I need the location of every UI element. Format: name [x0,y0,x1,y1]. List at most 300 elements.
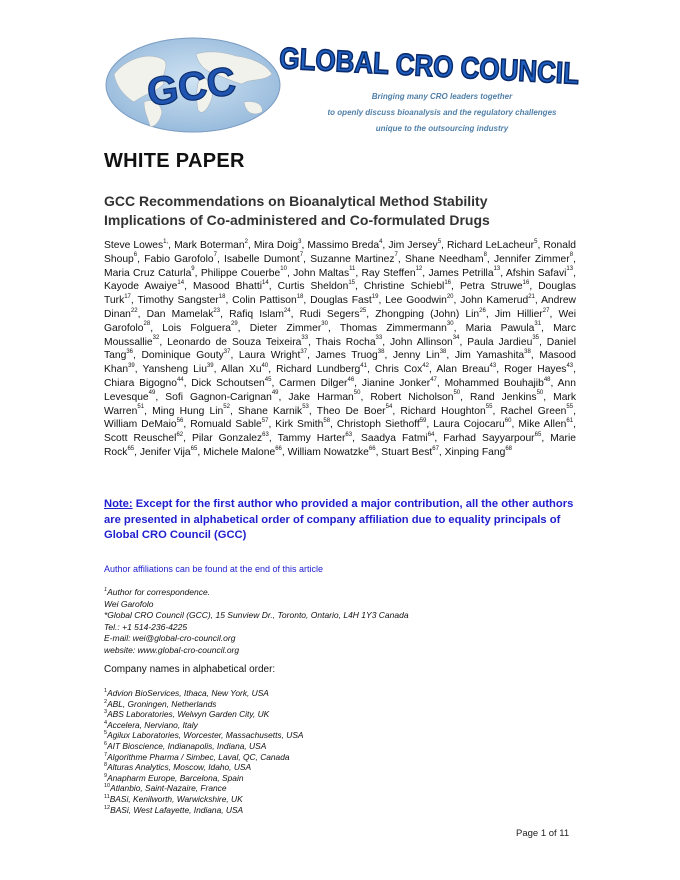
author-entry [467,337,539,348]
company-number: 3 [104,709,108,716]
company-number: 11 [104,794,110,801]
author-affiliation-number: 43 [566,362,574,369]
author-affiliation-number: 37 [300,348,308,355]
company-number: 10 [104,783,111,790]
author-affiliation-number: 66 [368,445,376,452]
author-name: Ronald Shoup [104,240,577,265]
company-number: 1 [104,688,108,695]
author-entry [390,337,459,348]
author-name: Jennifer Zimmer [493,253,570,265]
author-affiliation-number: 63 [262,431,269,438]
author-name: Marc Moussallie [104,322,576,348]
author-affiliation-number: 39 [128,362,135,369]
correspondence-label: Author for correspondence. [107,587,211,597]
author-name: Sofi Gagnon-Carignan [165,391,272,403]
author-affiliation-number: 16 [444,279,452,286]
author-name: Mira Doig [253,240,299,251]
author-affiliation-number: 2 [244,238,248,245]
paper-title-line: Implications of Co-administered and Co-formulated Drugs [104,212,490,228]
author-entry [504,364,573,375]
author-name: Thais Rocha [315,336,376,348]
author-entry [393,350,447,361]
author-entry [460,281,529,292]
author-affiliation-number: 45 [264,376,272,383]
author-affiliation-number: 12 [415,266,423,273]
author-affiliation-number: 49 [271,390,279,397]
author-affiliation-number: 55 [485,404,493,411]
author-affiliation-number: 7 [394,252,398,259]
author-affiliation-number: 28 [143,321,151,328]
author-name: Dick Schoutsen [191,377,265,389]
author-affiliation-number: 19 [371,293,379,300]
author-entry [340,323,454,334]
author-name: Wei Garofolo [104,308,577,334]
paper-title-line: GCC Recommendations on Bioanalytical Method Stability [104,193,488,209]
author-name: Philippe Couerbe [200,267,281,279]
author-affiliation-number: 65 [190,445,198,452]
author-entry [455,350,531,361]
author-entry [375,309,486,320]
author-affiliation-number: 54 [385,404,393,411]
note-label: Note: [104,498,133,510]
author-name: Steve Lowes [104,240,164,251]
author-affiliation-number: 6 [133,252,138,259]
author-entry [501,406,574,417]
author-name: Romuald Sable [190,419,262,431]
author-affiliation-number: 7 [213,252,217,259]
author-entry [221,364,268,375]
author-name: Douglas Fast [310,295,372,307]
correspondence-tel: Tel.: +1 514-236-4225 [104,621,188,632]
author-entry [288,392,360,403]
correspondence-email[interactable]: E-mail: wei@global-cro-council.org [104,633,236,644]
author-affiliation-number: 44 [176,376,184,383]
company-text: Alturas Analytics, Moscow, Idaho, USA [107,762,252,773]
author-name: Michele Malone [203,446,276,458]
author-name: Rachel Green [500,405,567,417]
author-name: Alan Breau [436,364,490,376]
author-affiliation-number: 63 [345,431,353,438]
author-entry [167,337,308,348]
author-affiliation-number: 47 [430,376,437,383]
author-name: Afshin Safavi [505,267,567,279]
author-entry [361,433,434,444]
author-affiliation-number: 17 [124,293,131,300]
page-number: Page 1 of 11 [516,828,570,839]
author-entry [443,433,541,444]
author-name: Mohammed Bouhajib [444,377,544,389]
author-affiliation-number: 38 [524,348,531,355]
company-item [104,805,304,816]
author-name: Jenifer Vija [139,446,191,458]
author-entry [278,433,353,444]
author-affiliation-number: 41 [360,362,367,369]
author-affiliation-number: 32 [152,335,160,342]
affiliations-link[interactable]: Author affiliations can be found at the end of this article [104,564,323,574]
author-name: Ray Steffen [361,267,416,279]
author-name: Farhad Sayyarpour [443,433,535,445]
company-item [104,709,304,720]
author-entry [388,240,441,251]
author-affiliation-number: 23 [213,307,221,314]
author-affiliation-number: 40 [261,362,269,369]
author-affiliation-number: 38 [377,348,385,355]
author-name: Colin Pattison [232,295,297,307]
author-affiliation-number: 36 [126,348,134,355]
author-entry [293,268,355,279]
author-affiliation-number: 33 [375,335,383,342]
author-name: Ann Levesque [104,377,576,403]
company-text: Anapharm Europe, Barcelona, Spain [107,772,244,783]
company-number: 2 [104,698,108,705]
author-entry [433,419,511,430]
author-entry [104,419,183,430]
author-entry [445,378,551,389]
author-entry [144,254,217,265]
author-entry [279,378,354,389]
author-affiliation-number: 35 [532,335,539,342]
author-entry [375,364,429,375]
author-name: Saadya Fatmi [361,433,428,445]
author-entry [307,240,382,251]
author-affiliation-number: 8 [483,252,487,259]
author-name: Masood Khan [104,350,576,376]
author-entry [104,378,184,389]
author-name: John Maltas [293,267,350,279]
author-entry [165,392,278,403]
author-name: Lee Goodwin [385,295,447,307]
author-affiliation-number: 59 [419,417,427,424]
author-name: Massimo Breda [307,240,380,251]
author-affiliation-number: 13 [566,266,574,273]
author-entry [174,240,248,251]
company-item [104,741,304,752]
organization-name: GLOBAL CRO COUNCIL [278,42,626,94]
company-item [104,699,304,710]
author-affiliation-number: 50 [453,390,461,397]
author-name: Masood Bhatti [193,281,262,293]
author-name: Robert Nicholson [370,391,454,403]
author-affiliation-number: 18 [218,293,226,300]
author-entry [400,406,492,417]
author-entry [310,295,378,306]
author-entry [317,406,393,417]
author-name: Leonardo de Souza Teixeira [167,336,302,348]
author-entry [466,323,541,334]
author-name: Curtis Sheldon [277,281,349,293]
authorship-note [104,497,584,544]
company-number: 6 [104,741,108,748]
author-name: Jim Yamashita [454,350,525,362]
author-name: Rudi Segers [299,308,360,320]
author-name: Daniel Tang [104,336,576,362]
company-item [104,688,304,699]
author-affiliation-number: 37 [223,348,231,355]
author-name: Maria Pawula [465,322,535,334]
correspondence-address: *Global CRO Council (GCC), 15 Sunview Dr., Toronto, Ontario, L4H 1Y3 Canada [104,610,409,621]
author-affiliation-number: 1, [163,238,169,245]
author-entry [239,350,307,361]
company-item [104,720,304,731]
author-affiliation-number: 14 [177,279,185,286]
author-affiliation-number: 46 [347,376,355,383]
company-number: 4 [104,719,108,726]
author-affiliation-number: 22 [130,307,138,314]
author-entry [141,350,230,361]
author-affiliation-number: 27 [542,307,550,314]
author-entry [224,254,303,265]
author-name: Scott Reuschel [104,433,177,445]
author-name: Lois Folguera [162,322,231,334]
author-affiliation-number: 43 [489,362,497,369]
author-affiliation-number: 56 [176,417,184,424]
author-affiliation-number: 26 [479,307,486,314]
author-affiliation-number: 61 [566,417,574,424]
author-name: William DeMaio [104,419,177,431]
company-number: 9 [104,772,108,779]
author-name: Isabelle Dumont [224,253,300,265]
author-entry [428,268,500,279]
author-affiliation-number: 24 [283,307,291,314]
author-entry [518,419,573,430]
author-name: Chiara Bigogno [104,377,177,389]
author-affiliation-number: 57 [261,417,269,424]
gcc-wordmark [274,40,626,94]
company-item [104,773,304,784]
author-affiliation-number: 9 [191,266,195,273]
author-name: Laura Cojocaru [433,419,505,431]
author-affiliation-number: 4 [379,238,383,245]
author-name: Pilar Gonzalez [192,433,263,445]
author-entry [140,447,197,458]
company-text: Agilux Laboratories, Worcester, Massachusetts, USA [107,730,304,741]
author-name: Douglas Turk [104,281,577,307]
author-name: Mark Boterman [174,240,245,251]
author-affiliation-number: 66 [275,445,282,452]
tagline-line: to openly discuss bioanalysis and the regulatory challenges [327,108,557,117]
author-affiliation-number: 34 [452,335,460,342]
author-entry [162,323,237,334]
author-affiliation-number: 50 [536,390,544,397]
author-name: Richard Houghton [400,405,486,417]
author-affiliation-number: 30 [446,321,454,328]
author-name: Jim Hillier [494,308,543,320]
author-name: Christine Schiebl [363,281,445,293]
author-affiliation-number: 5 [437,238,442,245]
author-affiliation-number: 68 [505,445,513,452]
author-entry [193,281,269,292]
author-affiliation-number: 49 [148,390,156,397]
author-entry [137,295,225,306]
gcc-letters: GCC [144,59,239,116]
author-entry [316,350,385,361]
author-affiliation-number: 51 [137,404,145,411]
author-entry [405,254,487,265]
company-number: 7 [104,751,108,758]
company-text: Advion BioServices, Ithaca, New York, USA [107,688,269,698]
author-entry [143,364,214,375]
author-name: Maria Cruz Caturla [104,267,192,279]
author-affiliation-number: 60 [504,417,512,424]
author-name: Timothy Sangster [137,295,219,307]
author-name: Dominique Gouty [141,350,224,362]
author-affiliation-number: 10 [280,266,287,273]
author-entry [254,240,302,251]
author-affiliation-number: 13 [493,266,501,273]
correspondence-website[interactable]: website: www.global-cro-council.org [104,644,240,655]
author-entry [288,447,376,458]
author-entry [250,323,328,334]
correspondence-marker: 1 [104,587,108,594]
company-text: Atlanbio, Saint-Nazaire, France [110,783,227,794]
paper-title [104,192,576,230]
author-name: John Allinson [390,336,453,348]
author-affiliation-number: 48 [543,376,551,383]
author-affiliation-number: 52 [223,404,230,411]
author-entry [506,268,573,279]
author-affiliation-number: 64 [427,431,435,438]
author-name: Mike Allen [518,419,567,431]
author-name: Jianine Jonker [361,377,431,389]
tagline-line: unique to the outsourcing industry [375,124,509,133]
header-banner [104,36,626,134]
author-name: Kayode Awaiye [104,281,178,293]
author-entry [278,281,355,292]
company-text: BASi, West Lafayette, Indiana, USA [110,804,244,815]
company-item [104,730,304,741]
company-item [104,752,304,763]
company-item [104,783,304,794]
company-number: 8 [104,762,108,769]
author-affiliation-number: 29 [230,321,238,328]
author-entry [201,268,287,279]
author-name: Christoph Siethoff [336,419,420,431]
author-entry [495,309,550,320]
gcc-globe-logo [104,36,282,134]
author-affiliation-number: 11 [349,266,356,273]
author-affiliation-number: 31 [534,321,542,328]
author-name: James Truog [315,350,378,362]
author-affiliation-number: 21 [528,293,535,300]
author-entry [310,254,398,265]
author-affiliation-number: 55 [566,404,574,411]
author-name: Carmen Dilger [279,377,348,389]
author-affiliation-number: 5 [534,238,538,245]
companies-heading: Company names in alphabetical order: [104,664,276,675]
author-entry [364,281,451,292]
author-entry [152,406,230,417]
author-affiliation-number: 15 [348,279,355,286]
company-text: AIT Bioscience, Indianapolis, Indiana, USA [107,740,267,751]
author-entry [300,309,367,320]
author-name: Paula Jardieu [467,336,533,348]
author-name: Kirk Smith [275,419,324,431]
author-name: Laura Wright [238,350,301,362]
author-affiliation-number: 33 [301,335,309,342]
author-entry [385,295,453,306]
author-name: Richard Lundberg [276,364,361,376]
author-name: Suzanne Martinez [310,253,395,265]
author-name: Tammy Harter [277,433,346,445]
author-name: Xinping Fang [444,446,506,458]
correspondence-line [104,587,409,599]
author-entry [381,447,439,458]
company-number: 12 [104,804,111,811]
author-affiliation-number: 16 [522,279,530,286]
author-name: Shane Karnik [238,405,303,417]
author-entry [104,433,183,444]
correspondence-block [104,587,409,657]
author-entry [238,406,309,417]
author-name: Allan Xu [220,364,262,376]
author-name: Rand Jenkins [470,391,537,403]
document-type-heading: WHITE PAPER [104,150,245,172]
author-affiliation-number: 7 [299,252,304,259]
author-name: Stuart Best [381,446,433,458]
author-entry [445,447,512,458]
author-affiliation-number: 8 [569,252,574,259]
author-entry [192,433,269,444]
author-entry [232,295,303,306]
company-item [104,794,304,805]
author-affiliation-number: 65 [534,431,542,438]
author-name: Yansheng Liu [142,364,207,376]
author-affiliation-number: 18 [296,293,304,300]
author-name: Rafiq Islam [229,308,284,320]
author-affiliation-number: 53 [302,404,309,411]
author-name: John Kamerud [460,295,529,307]
company-item [104,762,304,773]
author-affiliation-number: 38 [439,348,447,355]
author-name: Theo De Boer [316,405,386,417]
author-entry [370,392,460,403]
author-entry [447,240,538,251]
author-affiliation-number: 3 [298,238,302,245]
author-name: Mark Warren [104,391,577,417]
author-entry [276,364,367,375]
author-name: Dieter Zimmer [249,322,322,334]
company-list [104,688,304,815]
author-name: Zhongping (John) Lin [375,308,480,320]
author-name: William Nowatzke [287,446,369,458]
author-affiliation-number: 67 [432,445,439,452]
author-entry [470,392,543,403]
company-text: ABL, Groningen, Netherlands [107,698,217,709]
author-affiliation-number: 65 [127,445,135,452]
author-affiliation-number: 50 [353,390,361,397]
author-name: Fabio Garofolo [144,253,214,265]
note-text: Except for the first author who provided a major contribution, all the other authors are presented in alphabetical order of company affiliation due to equality principals of Global CRO Council (GCC) [104,498,574,541]
author-entry [275,419,330,430]
author-entry [229,309,290,320]
tagline-line: Bringing many CRO leaders together [371,92,513,101]
company-text: ABS Laboratories, Welwyn Garden City, UK [107,709,270,720]
author-name: Jenny Lin [392,350,440,362]
author-name: Roger Hayes [504,364,567,376]
author-entry [203,447,282,458]
author-list: Steve Lowes$^{1,}$, Mark Boterman$^2$, Mira Doig$^3$, Massimo Breda$^4$, Jim Jersey$^5$, Richard LeLacheur$^5$, Ronald Shoup$^6$, Fabio Garofolo$^7$, Isabelle Dumont$^7$, Suzanne Martinez$^7$, Shane Needham$^8$, Jennifer Zimmer$^8$, Maria Cruz Caturla$^9$, Philippe Couerbe$^{10}$, John Maltas$^{11}$, Ray Steffen$^{12}$, James Petrilla$^{13}$, Afshin Safavi$^{13}$, Kayode Awaiye$^{14}$, Masood Bhatti$^{14}$, Curtis Sheldon$^{15}$, Christine Schiebl$^{16}$, Petra Struwe$^{16}$, Douglas Turk$^{17}$, Timothy Sangster$^{18}$, Colin Pattison$^{18}$, Douglas Fast$^{19}$, Lee Goodwin$^{20}$, John Kamerud$^{21}$, Andrew Dinan$^{22}$, Dan Mamelak$^{23}$, Rafiq Islam$^{24}$, Rudi Segers$^{25}$, Zhongping (John) Lin$^{26}$, Jim Hillier$^{27}$, Wei Garofolo$^{28}$, Lois Folguera$^{29}$, Dieter Zimmer$^{30}$, Thomas Zimmermann$^{30}$, Maria Pawula$^{31}$, Marc Moussallie$^{32}$, Leonardo de Souza Teixeira$^{33}$, Thais Rocha$^{33}$, John Allinson$^{34}$, Paula Jardieu$^{35}$, Daniel Tang$^{36}$, Dominique Gouty$^{37}$, Laura Wright$^{37}$, James Truog$^{38}$, Jenny Lin$^{38}$, Jim Yamashita$^{38}$, Masood Khan$^{39}$, Yansheng Liu$^{39}$, Allan Xu$^{40}$, Richard Lundberg$^{41}$, Chris Cox$^{42}$, Alan Breau$^{43}$, Roger Hayes$^{43}$, Chiara Bigogno$^{44}$, Dick Schoutsen$^{45}$, Carmen Dilger$^{46}$, Jianine Jonker$^{47}$, Mohammed Bouhajib$^{48}$, Ann Levesque$^{49}$, Sofi Gagnon-Carignan$^{49}$, Jake Harman$^{50}$, Robert Nicholson$^{50}$, Rand Jenkins$^{50}$, Mark Warren$^{51}$, Ming Hung Lin$^{52}$, Shane Karnik$^{53}$, Theo De Boer$^{54}$, Richard Houghton$^{55}$, Rachel Green$^{55}$, William DeMaio$^{56}$, Romuald Sable$^{57}$, Kirk Smith$^{58}$, Christoph Siethoff$^{59}$, Laura Cojocaru$^{60}$, Mike Allen$^{61}$, Scott Reuschel$^{62}$, Pilar Gonzalez$^{63}$, Tammy Harter$^{63}$, Saadya Fatmi$^{64}$, Farhad Sayyarpour$^{65}$, Marie Rock$^{65}$, Jenifer Vija$^{65}$, Michele Malone$^{66}$, William Nowatzke$^{66}$, Stuart Best$^{67}$, Xinping Fang$^{68}$ [104,238,577,458]
author-entry [460,295,535,306]
company-text: Accelera, Nerviano, Italy [107,719,198,730]
author-entry [362,268,423,279]
author-name: Chris Cox [374,364,423,376]
author-entry [494,254,573,265]
author-entry [190,419,268,430]
company-number: 5 [104,730,108,737]
author-name: Ming Hung Lin [152,405,224,417]
author-entry [337,419,426,430]
author-affiliation-number: 39 [206,362,214,369]
